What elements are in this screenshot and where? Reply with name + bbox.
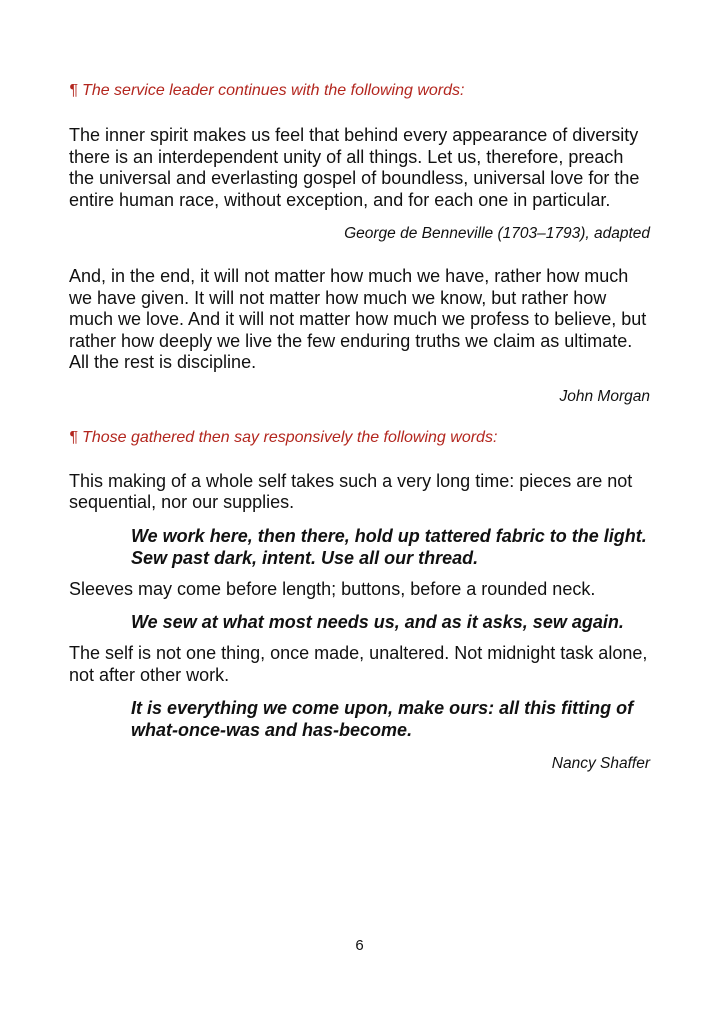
responsive-leader-line-2: Sleeves may come before length; buttons, before a rounded neck.: [69, 578, 596, 599]
responsive-leader-line-1: This making of a whole self takes such a very long time: pieces are not sequential, nor our supplies.: [69, 470, 633, 512]
page-content: [69, 80, 650, 774]
responsive-leader-line-3: The self is not one thing, once made, unaltered. Not midnight task alone, not after other work.: [69, 643, 648, 685]
rubric-leader-continues: ¶ The service leader continues with the following words:: [69, 82, 465, 99]
attribution-shaffer: Nancy Shaffer: [551, 755, 650, 772]
page-number: 6: [355, 937, 364, 954]
reading-de-benneville: The inner spirit makes us feel that behind every appearance of diversity there is an interdependent unity of all things. Let us, therefore, preach the universal and everlasting gospel of boundless, universal love for the entire human race, without exception, and for each one in particular.: [69, 125, 640, 210]
reading-morgan: And, in the end, it will not matter how much we have, rather how much we have given. It will not matter how much we know, but rather how much we love. And it will not matter how much we profess to believe, but rather how deeply we live the few enduring truths we claim as ultimate. All the rest is discipline.: [69, 266, 647, 372]
responsive-people-line-1: We work here, then there, hold up tattered fabric to the light. Sew past dark, intent. Use all our thread.: [131, 525, 647, 568]
responsive-people-line-2: We sew at what most needs us, and as it asks, sew again.: [131, 612, 624, 632]
responsive-people-line-3: It is everything we come upon, make ours: all this fitting of what-once-was and has-become.: [131, 698, 634, 740]
rubric-responsive: ¶ Those gathered then say responsively the following words:: [69, 428, 498, 446]
attribution-morgan: John Morgan: [559, 387, 650, 405]
attribution-de-benneville: George de Benneville (1703–1793), adapted: [344, 225, 650, 242]
